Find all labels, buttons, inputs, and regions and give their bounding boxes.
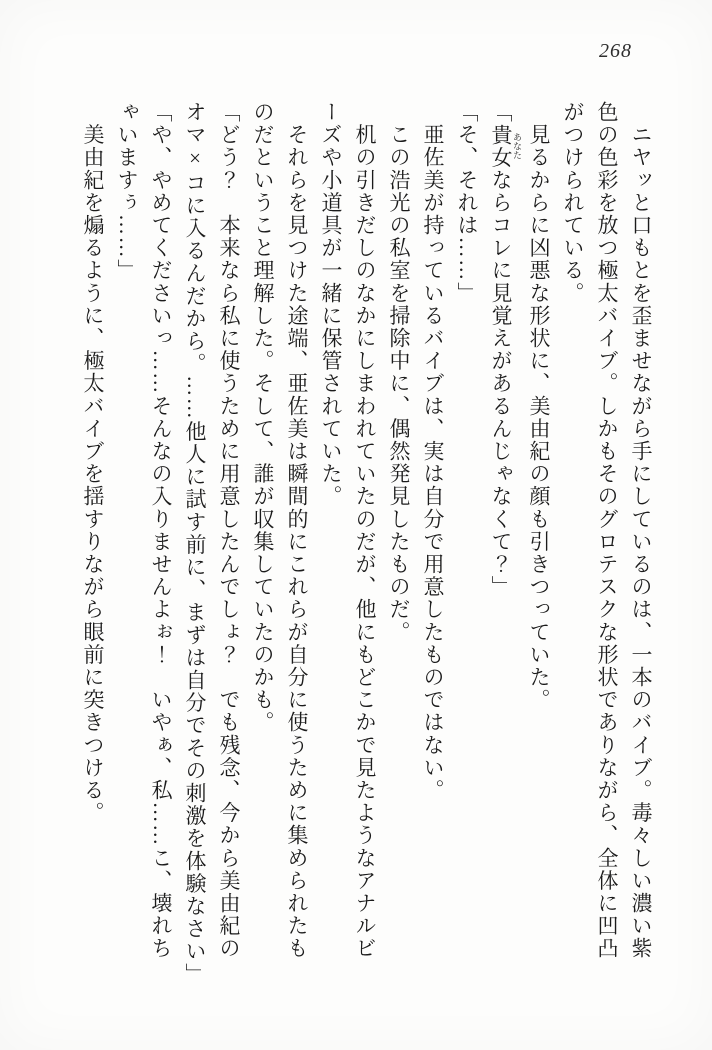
text-line: 「どう？ 本来なら私に使うために用意したんでしょ？ でも残念、今から美由紀の: [217, 101, 241, 960]
text-line: 「や、やめてくださいっ……そんなの入りませんよぉ！ いやぁ、私……こ、壊れち: [149, 101, 173, 960]
text-line: 色の色彩を放つ極太バイブ。しかもそのグロテスクな形状でありながら、全体に凹凸: [595, 101, 619, 960]
text-line: ニヤッと口もとを歪ませながら手にしているのは、一本のバイブ。毒々しい濃い紫: [629, 101, 653, 960]
text-line: がつけられている。: [561, 101, 585, 305]
text-line: 机の引きだしのなかにしまわれていたのだが、他にもどこかで見たようなアナルビ: [353, 101, 377, 960]
page-number: 268: [599, 40, 632, 62]
text-line: ーズや小道具が一緒に保管されていた。: [319, 101, 343, 508]
text-line: 美由紀を煽るように、極太バイブを揺すりながら眼前に突きつける。: [81, 101, 105, 825]
text-line: それらを見つけた途端、亜佐美は瞬間的にこれらが自分に使うために集められたも: [285, 101, 309, 960]
text-line: ゃいますぅ……」: [115, 101, 139, 282]
text-block: [76, 101, 658, 991]
text-line: 「そ、それは……」: [455, 101, 479, 305]
text-line: この浩光の私室を掃除中に、偶然発見したものだ。: [387, 101, 411, 644]
ruby-annotated-word: 貴女 あなた: [489, 123, 522, 169]
text-line: 見るからに凶悪な形状に、美由紀の顔も引きつっていた。: [527, 101, 551, 712]
text-line: のだということ理解した。そして、誰が収集していたのかも。: [251, 101, 275, 734]
text-line: 亜佐美が持っているバイブは、実は自分で用意したものではない。: [421, 101, 445, 802]
text-line: オマ×コに入るんだから。……他人に試す前に、まずは自分でその刺激を体験なさい」: [183, 101, 207, 986]
text-line: 「貴女 あなたならコレに見覚えがあるんじゃなくて？」: [489, 101, 522, 599]
